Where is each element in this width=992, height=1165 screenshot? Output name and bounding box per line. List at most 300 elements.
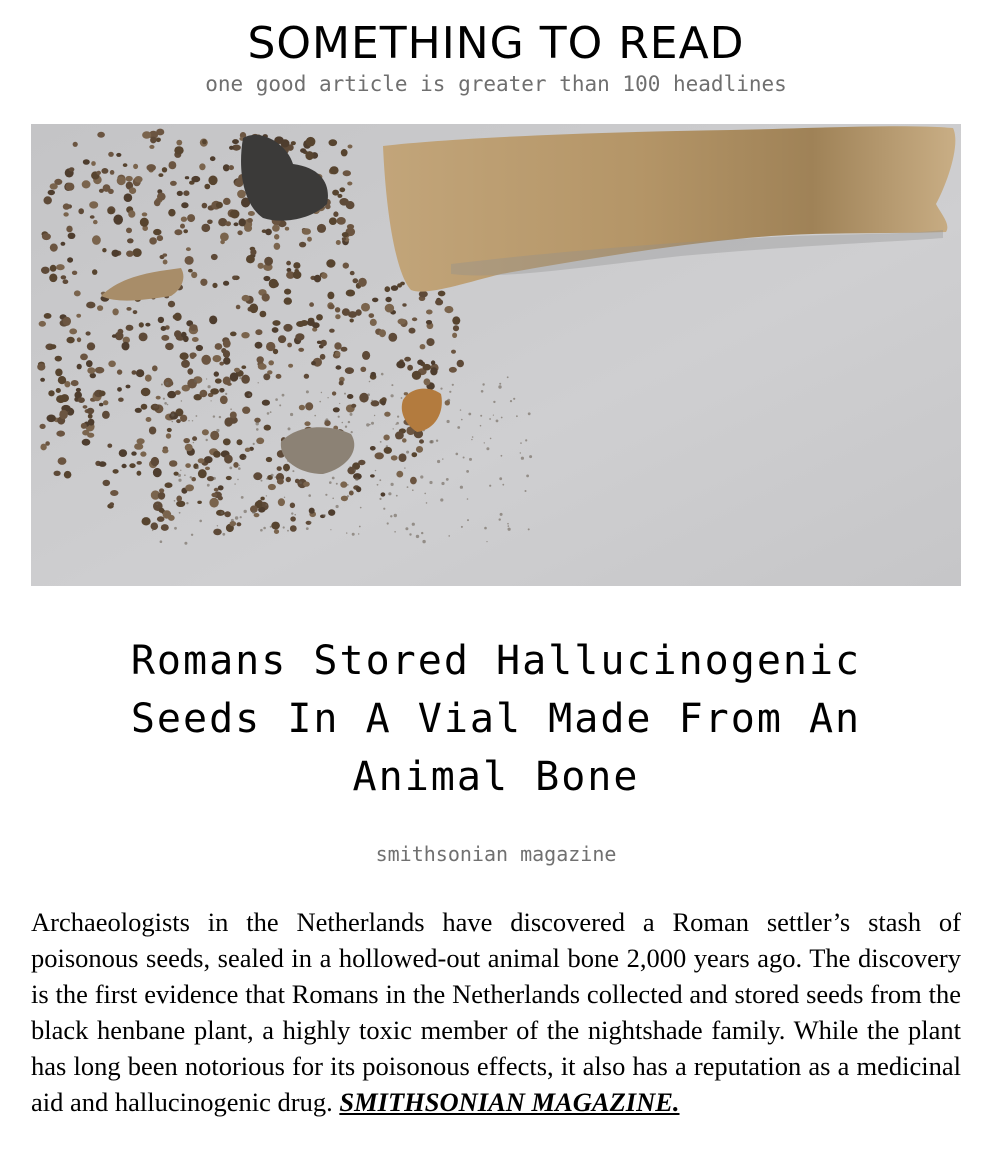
- seed: [63, 203, 70, 209]
- seed: [213, 355, 222, 362]
- seed: [232, 139, 239, 144]
- seed: [293, 262, 300, 269]
- seed: [264, 257, 273, 266]
- seed: [379, 329, 386, 337]
- dust-speck: [409, 533, 411, 535]
- seed: [181, 217, 187, 222]
- dust-speck: [436, 440, 438, 442]
- seed: [333, 211, 338, 217]
- dust-speck: [171, 413, 174, 416]
- seed: [347, 394, 353, 399]
- seed: [82, 439, 91, 446]
- dust-speck: [244, 510, 247, 513]
- seed: [44, 313, 52, 319]
- seed: [185, 463, 191, 468]
- dust-speck: [180, 470, 181, 471]
- dust-speck: [482, 383, 484, 385]
- dust-speck: [351, 431, 353, 433]
- site-title[interactable]: SOMETHING TO READ: [247, 18, 745, 69]
- dust-speck: [449, 391, 451, 393]
- seed: [82, 180, 91, 188]
- seed: [147, 164, 156, 171]
- dust-speck: [348, 421, 350, 423]
- seed: [117, 387, 122, 392]
- seed: [426, 310, 433, 315]
- seed: [163, 260, 168, 265]
- seed: [176, 496, 182, 502]
- seed: [241, 365, 246, 369]
- seed: [158, 173, 163, 177]
- seed: [342, 237, 346, 240]
- seed: [299, 405, 305, 411]
- seed: [199, 163, 205, 170]
- seed: [370, 446, 376, 451]
- seed: [314, 275, 321, 283]
- seed: [262, 293, 270, 301]
- dust-speck: [167, 404, 169, 406]
- dust-speck: [440, 388, 442, 390]
- dust-speck: [528, 528, 530, 530]
- seed: [223, 350, 230, 358]
- seed: [191, 176, 200, 182]
- seed: [237, 439, 243, 445]
- seed: [162, 167, 167, 172]
- seed: [309, 302, 314, 307]
- seed: [229, 165, 234, 170]
- dust-speck: [386, 445, 388, 447]
- seed: [177, 191, 183, 196]
- seed: [361, 303, 370, 312]
- seed: [334, 342, 341, 349]
- seed: [125, 176, 132, 182]
- seed: [180, 224, 185, 229]
- seed: [181, 332, 187, 338]
- seed: [329, 304, 335, 309]
- seed: [316, 314, 323, 320]
- seed: [165, 343, 174, 350]
- dust-speck: [416, 535, 419, 538]
- seed: [149, 145, 154, 149]
- seed: [126, 325, 134, 331]
- dust-speck: [279, 404, 281, 406]
- dust-speck: [484, 527, 487, 530]
- dust-speck: [501, 417, 503, 419]
- seed: [39, 321, 46, 327]
- seed: [223, 438, 231, 445]
- seed: [145, 375, 152, 382]
- dust-speck: [323, 514, 326, 517]
- seed: [61, 275, 67, 279]
- seed: [286, 261, 291, 266]
- seed: [224, 417, 232, 426]
- seed: [209, 498, 218, 508]
- seed: [97, 305, 103, 311]
- dust-speck: [235, 516, 238, 519]
- seed: [239, 218, 246, 226]
- dust-speck: [429, 481, 432, 484]
- dust-speck: [196, 415, 198, 417]
- seed: [356, 486, 361, 492]
- dust-speck: [484, 442, 485, 443]
- seed: [210, 431, 219, 440]
- seed: [200, 279, 207, 286]
- seed: [353, 278, 359, 283]
- dust-speck: [387, 522, 389, 524]
- seed: [306, 137, 316, 147]
- dust-speck: [513, 398, 515, 400]
- seed: [151, 457, 159, 466]
- seed: [166, 433, 171, 438]
- seed: [154, 199, 161, 206]
- seed: [83, 159, 90, 165]
- seed: [341, 149, 348, 156]
- dust-speck: [468, 413, 471, 416]
- dust-speck: [213, 477, 216, 480]
- dust-speck: [390, 515, 392, 517]
- seed: [47, 415, 56, 423]
- seed: [248, 211, 255, 216]
- seed: [453, 325, 459, 331]
- seed: [234, 222, 239, 226]
- seed: [197, 501, 202, 504]
- seed: [398, 319, 406, 325]
- seed: [255, 342, 263, 349]
- seed: [369, 313, 375, 318]
- seed: [339, 187, 345, 192]
- seed: [272, 327, 279, 333]
- seed: [101, 168, 108, 174]
- seed: [86, 302, 95, 309]
- seed: [103, 400, 108, 405]
- seed: [183, 190, 189, 196]
- seed: [103, 480, 111, 486]
- seed: [126, 385, 131, 389]
- seed: [146, 417, 152, 422]
- seed: [191, 272, 197, 278]
- seed: [161, 524, 169, 531]
- seed: [339, 198, 348, 206]
- seed: [223, 198, 231, 205]
- seed: [246, 255, 255, 263]
- seed: [63, 212, 68, 216]
- seed: [267, 370, 272, 374]
- seed: [211, 254, 218, 260]
- article-summary: [31, 904, 961, 1120]
- dust-speck: [367, 393, 370, 396]
- seed: [150, 137, 156, 144]
- dust-speck: [329, 481, 332, 484]
- seed: [201, 355, 211, 365]
- seed: [63, 317, 71, 326]
- dust-speck: [460, 409, 461, 410]
- seed: [225, 221, 231, 226]
- seed: [77, 364, 82, 370]
- seed: [87, 367, 95, 374]
- seed: [108, 152, 114, 157]
- dust-speck: [405, 527, 408, 530]
- seed: [134, 176, 142, 183]
- dust-speck: [220, 391, 221, 392]
- seed: [72, 271, 77, 275]
- article-hero-image[interactable]: [31, 124, 961, 586]
- seed: [339, 381, 344, 386]
- seed: [90, 215, 95, 219]
- seed: [426, 320, 432, 325]
- seed: [241, 375, 250, 384]
- seed: [192, 337, 199, 342]
- seed: [284, 289, 291, 295]
- seed: [127, 238, 134, 243]
- dust-speck: [467, 498, 469, 500]
- article-source: smithsonian magazine: [375, 842, 617, 866]
- seed: [305, 402, 313, 410]
- seed: [430, 367, 437, 375]
- seed: [304, 421, 310, 426]
- dust-speck: [469, 458, 472, 461]
- seed: [230, 412, 237, 419]
- seed: [112, 250, 120, 257]
- seed: [287, 343, 292, 348]
- dust-speck: [412, 489, 414, 491]
- seed: [444, 306, 453, 313]
- seed: [141, 388, 151, 396]
- dust-speck: [160, 540, 163, 543]
- dust-speck: [388, 492, 391, 495]
- dust-speck: [369, 381, 371, 383]
- dust-speck: [207, 484, 210, 487]
- seed: [118, 329, 124, 335]
- dust-speck: [354, 469, 356, 471]
- dust-speck: [489, 418, 491, 420]
- seed: [223, 357, 230, 365]
- dust-speck: [239, 377, 241, 379]
- dust-speck: [240, 516, 242, 518]
- seed: [116, 153, 121, 157]
- seed: [45, 441, 50, 446]
- dust-speck: [181, 400, 182, 401]
- dust-speck: [401, 397, 403, 399]
- dust-speck: [381, 373, 384, 376]
- dust-speck: [508, 528, 511, 531]
- seed: [230, 372, 239, 381]
- seed: [176, 140, 182, 146]
- source-link[interactable]: SMITHSONIAN MAGAZINE.: [339, 1087, 680, 1117]
- dust-speck: [258, 382, 259, 383]
- dust-speck: [287, 530, 289, 532]
- seed: [190, 353, 195, 359]
- dust-speck: [481, 390, 484, 393]
- seed: [92, 235, 101, 245]
- dust-speck: [332, 498, 334, 500]
- seed: [185, 484, 194, 491]
- seed: [213, 451, 221, 458]
- dust-speck: [267, 412, 270, 415]
- dust-speck: [325, 494, 327, 496]
- dust-speck: [345, 426, 347, 428]
- seed: [167, 391, 176, 398]
- dust-speck: [461, 419, 463, 421]
- seed: [358, 460, 365, 465]
- seed: [93, 220, 98, 224]
- dust-speck: [498, 385, 501, 388]
- seed: [189, 324, 197, 331]
- seed: [247, 218, 253, 223]
- dust-speck: [275, 398, 278, 401]
- seed: [284, 297, 292, 304]
- seed: [347, 182, 352, 186]
- seed: [311, 361, 316, 365]
- dust-speck: [480, 425, 482, 427]
- seed: [158, 317, 164, 323]
- seed: [170, 181, 177, 186]
- seed: [336, 365, 342, 369]
- dust-speck: [152, 530, 154, 532]
- seed: [187, 368, 193, 374]
- dust-speck: [164, 402, 167, 405]
- seed: [176, 501, 185, 507]
- seed: [340, 481, 347, 487]
- seed: [64, 471, 72, 479]
- seed: [58, 457, 67, 465]
- seed: [242, 407, 250, 414]
- dust-speck: [174, 527, 177, 530]
- dust-speck: [447, 399, 450, 402]
- seed: [183, 438, 190, 443]
- seed: [181, 202, 188, 208]
- seed: [151, 522, 159, 530]
- dust-speck: [156, 503, 158, 505]
- seed: [416, 446, 423, 453]
- seed: [96, 171, 101, 175]
- dust-speck: [275, 476, 277, 478]
- seed: [391, 455, 398, 460]
- dust-speck: [441, 482, 444, 485]
- seed: [321, 273, 327, 279]
- dust-speck: [375, 470, 376, 471]
- seed: [385, 297, 391, 302]
- seed: [202, 429, 209, 435]
- dust-speck: [288, 427, 291, 430]
- seed: [341, 347, 348, 352]
- seed: [169, 161, 177, 169]
- dust-speck: [371, 422, 374, 425]
- seed: [402, 303, 406, 306]
- dust-speck: [238, 467, 241, 470]
- dust-speck: [394, 514, 397, 517]
- dust-speck: [350, 413, 353, 416]
- seed: [200, 390, 208, 397]
- dust-speck: [324, 420, 326, 422]
- site-tagline: one good article is greater than 100 headlines: [205, 72, 787, 96]
- seed: [213, 529, 222, 536]
- seed: [350, 319, 354, 323]
- dust-speck: [420, 475, 423, 478]
- seed: [404, 357, 411, 362]
- seed: [265, 229, 272, 236]
- seed: [407, 365, 413, 371]
- seed: [142, 212, 148, 216]
- dust-speck: [265, 504, 267, 506]
- dust-speck: [248, 394, 251, 397]
- seed: [224, 455, 233, 464]
- seed: [337, 217, 346, 225]
- seed: [272, 320, 280, 326]
- seed: [216, 202, 223, 209]
- seed: [245, 448, 251, 452]
- dust-speck: [359, 526, 361, 528]
- seed: [272, 225, 280, 232]
- seed: [300, 320, 308, 326]
- dust-speck: [374, 415, 375, 416]
- dust-speck: [172, 421, 174, 423]
- seed: [185, 176, 189, 179]
- seed: [419, 291, 428, 298]
- seed: [348, 145, 353, 149]
- seed: [220, 396, 228, 405]
- seed: [74, 290, 81, 296]
- dust-speck: [528, 412, 531, 415]
- seed: [285, 227, 289, 231]
- seed: [56, 264, 65, 270]
- dust-speck: [194, 380, 197, 383]
- seed: [250, 249, 256, 255]
- article-headline[interactable]: Romans Stored Hallucinogenic Seeds In A Vial Made From An Animal Bone: [130, 638, 862, 800]
- seed: [40, 378, 45, 382]
- seed: [163, 510, 172, 518]
- seed: [102, 248, 106, 252]
- seed: [149, 237, 157, 244]
- dust-speck: [263, 527, 266, 530]
- dust-speck: [467, 519, 469, 521]
- seed: [258, 363, 267, 369]
- seed: [126, 307, 131, 311]
- dust-speck: [241, 496, 244, 499]
- dust-speck: [422, 540, 425, 543]
- seed: [181, 360, 190, 368]
- seed: [391, 285, 398, 291]
- seed: [223, 281, 229, 286]
- seed: [351, 404, 356, 408]
- seed: [159, 488, 164, 492]
- dust-speck: [294, 514, 296, 516]
- seed: [42, 233, 51, 240]
- dust-speck: [192, 420, 193, 421]
- seed: [224, 511, 231, 517]
- seed: [212, 283, 217, 288]
- seed: [254, 418, 260, 423]
- seed: [117, 369, 122, 374]
- seed: [269, 279, 278, 289]
- seed: [277, 479, 284, 485]
- dust-speck: [336, 505, 339, 508]
- seed: [237, 190, 246, 199]
- seed: [384, 412, 390, 417]
- seed: [346, 290, 355, 297]
- dust-speck: [499, 383, 501, 385]
- dust-speck: [493, 415, 494, 416]
- seed: [112, 334, 117, 338]
- dust-speck: [371, 400, 373, 402]
- dust-speck: [480, 415, 482, 417]
- dust-speck: [286, 470, 288, 472]
- seed: [215, 378, 222, 383]
- seed: [152, 365, 158, 371]
- dust-speck: [448, 535, 450, 537]
- dust-speck: [426, 502, 428, 504]
- dust-speck: [219, 416, 221, 418]
- seed: [293, 271, 302, 279]
- seed: [54, 471, 61, 476]
